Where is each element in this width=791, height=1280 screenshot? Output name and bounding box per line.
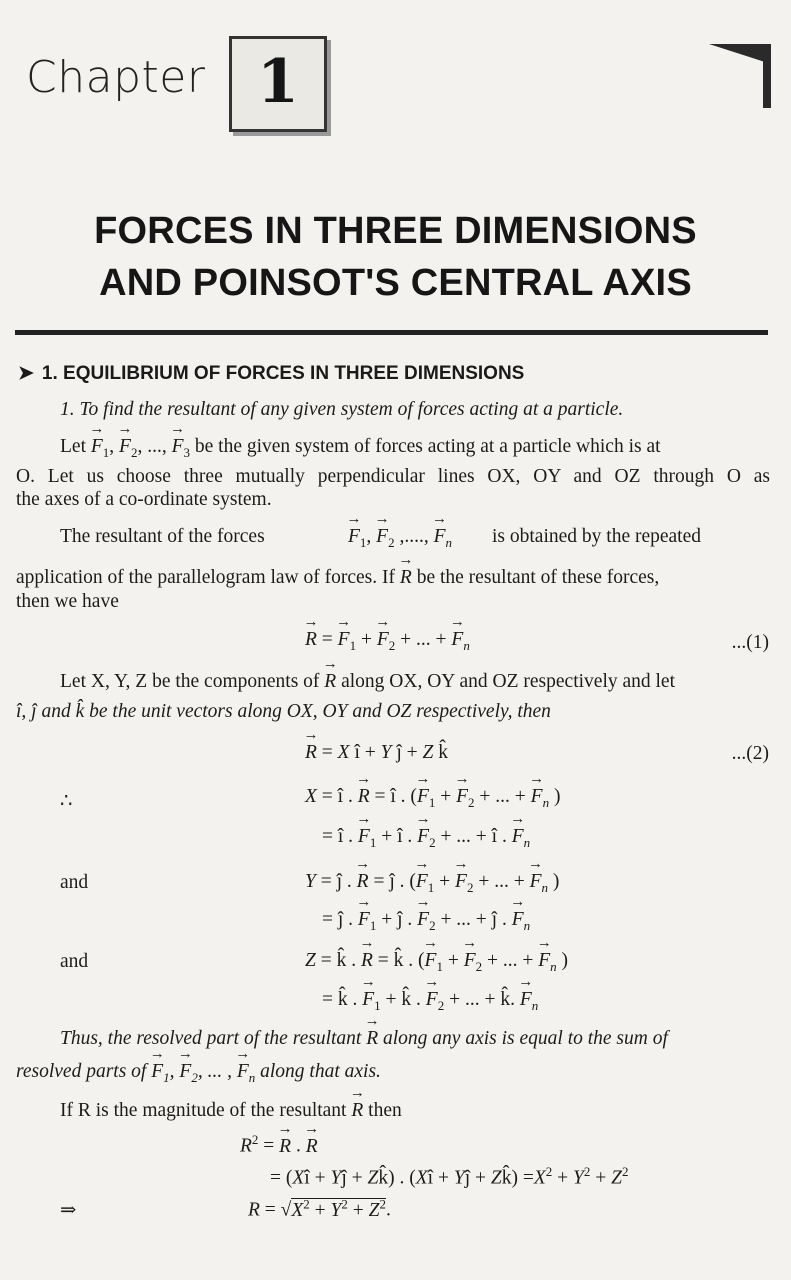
equation-r-magnitude: $R = √X^2 + Y^2 + Z^2$. — [248, 1196, 391, 1221]
para-3-lead: Let X, Y, Z be the components of — [60, 671, 320, 692]
conclusion-tail: along any axis is equal to the sum of — [383, 1028, 668, 1049]
para-2-line-2-lead: application of the parallelogram law of forces. If — [16, 567, 396, 588]
equation-r-squared-expanded: = (Xî + Yĵ + Zk̂) . (Xî + Yĵ + Zk̂) $=X^2 + Y^2 + Z^2$ — [270, 1164, 629, 1189]
para-1-line-1: Let → $F_1$, → $F_2$, ..., → $F_3$ be the given system of forces acting at a particle which is at — [60, 437, 661, 459]
equation-y-2: = ĵ . → $F_1$ + ĵ . → $F_2$ + ... + ĵ . → $F_n$ — [322, 910, 530, 932]
chapter-number-box — [229, 36, 327, 132]
magnitude-lead: If R is the magnitude of the resultant — [60, 1100, 347, 1121]
implies-symbol: ⇒ — [60, 1200, 77, 1221]
item-heading: 1. To find the resultant of any given system of forces acting at a particle. — [60, 399, 624, 420]
equation-z-2: = k̂ . → $F_1$ + k̂ . → $F_2$ + ... + k̂. → $F_n$ — [322, 990, 538, 1012]
chapter-label: Chapter — [26, 52, 206, 103]
section-heading-text: 1. EQUILIBRIUM OF FORCES IN THREE DIMENSIONS — [41, 363, 525, 384]
and-label-2: and — [60, 951, 89, 972]
para-1-line-2: O. Let us choose three mutually perpendicular lines OX, OY and OZ through O as — [16, 466, 770, 487]
para-1-line-3: the axes of a co-ordinate system. — [16, 489, 272, 510]
para-2-line-1-lead: The resultant of the forces — [60, 526, 265, 547]
therefore-symbol: ∴ — [60, 791, 73, 812]
section-marker-icon: ➤ — [18, 363, 34, 384]
title-divider — [15, 330, 768, 335]
and-label-1: and — [60, 872, 89, 893]
chapter-title-line-1: FORCES IN THREE DIMENSIONS — [94, 210, 697, 252]
para-2-line-1-tail: is obtained by the repeated — [492, 526, 702, 547]
para-3-line-1: Let X, Y, Z be the components of → R along OX, OY and OZ respectively and let — [60, 672, 675, 692]
chapter-title-line-2: AND POINSOT'S CENTRAL AXIS — [99, 262, 692, 304]
equation-x-1: X = î . → R = î . (→ $F_1$ + → $F_2$ + ... + → $F_n$ ) — [305, 787, 560, 809]
equation-2-number: ...(2) — [731, 743, 769, 764]
chapter-number: 1 — [257, 47, 299, 117]
equation-1: → R = → $F_1$ + → $F_2$ + ... + → $F_n$ — [305, 630, 470, 652]
conclusion-line-1: Thus, the resolved part of the resultant → R along any axis is equal to the sum of — [60, 1029, 668, 1049]
conclusion-lead: Thus, the resolved part of the resultant — [60, 1028, 362, 1049]
equation-1-number: ...(1) — [731, 632, 769, 653]
magnitude-tail: then — [368, 1100, 402, 1121]
para-1-rest: be the given system of forces acting at a particle which is at — [194, 436, 661, 457]
conclusion-line-2-lead: resolved parts of — [16, 1061, 147, 1082]
conclusion-line-2: resolved parts of → $F_1$, → $F_2$, ... , → $F_n$ along that axis. — [16, 1062, 381, 1084]
equation-z-1: Z = k̂ . → R = k̂ . (→ $F_1$ + → $F_2$ + ... + → $F_n$ ) — [305, 951, 568, 973]
para-2-line-3: then we have — [16, 591, 119, 612]
corner-decoration-bar — [763, 44, 771, 108]
para-2-line-2: application of the parallelogram law of forces. If → R be the resultant of these forces, — [16, 568, 659, 588]
corner-decoration — [709, 44, 771, 64]
equation-2: → R = X î + Y ĵ + Z k̂ — [305, 743, 448, 763]
para-2-forces: → $F_1$, → $F_2$ ,...., → $F_n$ — [348, 527, 452, 549]
para-3-line-2: î, ĵ and k̂ be the unit vectors along OX, OY and OZ respectively, then — [16, 701, 551, 722]
equation-r-squared: $R^2$ = → R . → R — [240, 1133, 318, 1156]
section-heading — [18, 362, 524, 385]
para-2-line-2-tail: be the resultant of these forces, — [416, 567, 660, 588]
para-3-tail: along OX, OY and OZ respectively and let — [341, 671, 676, 692]
magnitude-line: If R is the magnitude of the resultant → R then — [60, 1101, 402, 1121]
equation-x-2: = î . → $F_1$ + î . → $F_2$ + ... + î . → $F_n$ — [322, 827, 530, 849]
conclusion-line-2-tail: along that axis. — [260, 1061, 381, 1082]
equation-y-1: Y = ĵ . → R = ĵ . (→ $F_1$ + → $F_2$ + ... + → $F_n$ ) — [305, 872, 559, 894]
